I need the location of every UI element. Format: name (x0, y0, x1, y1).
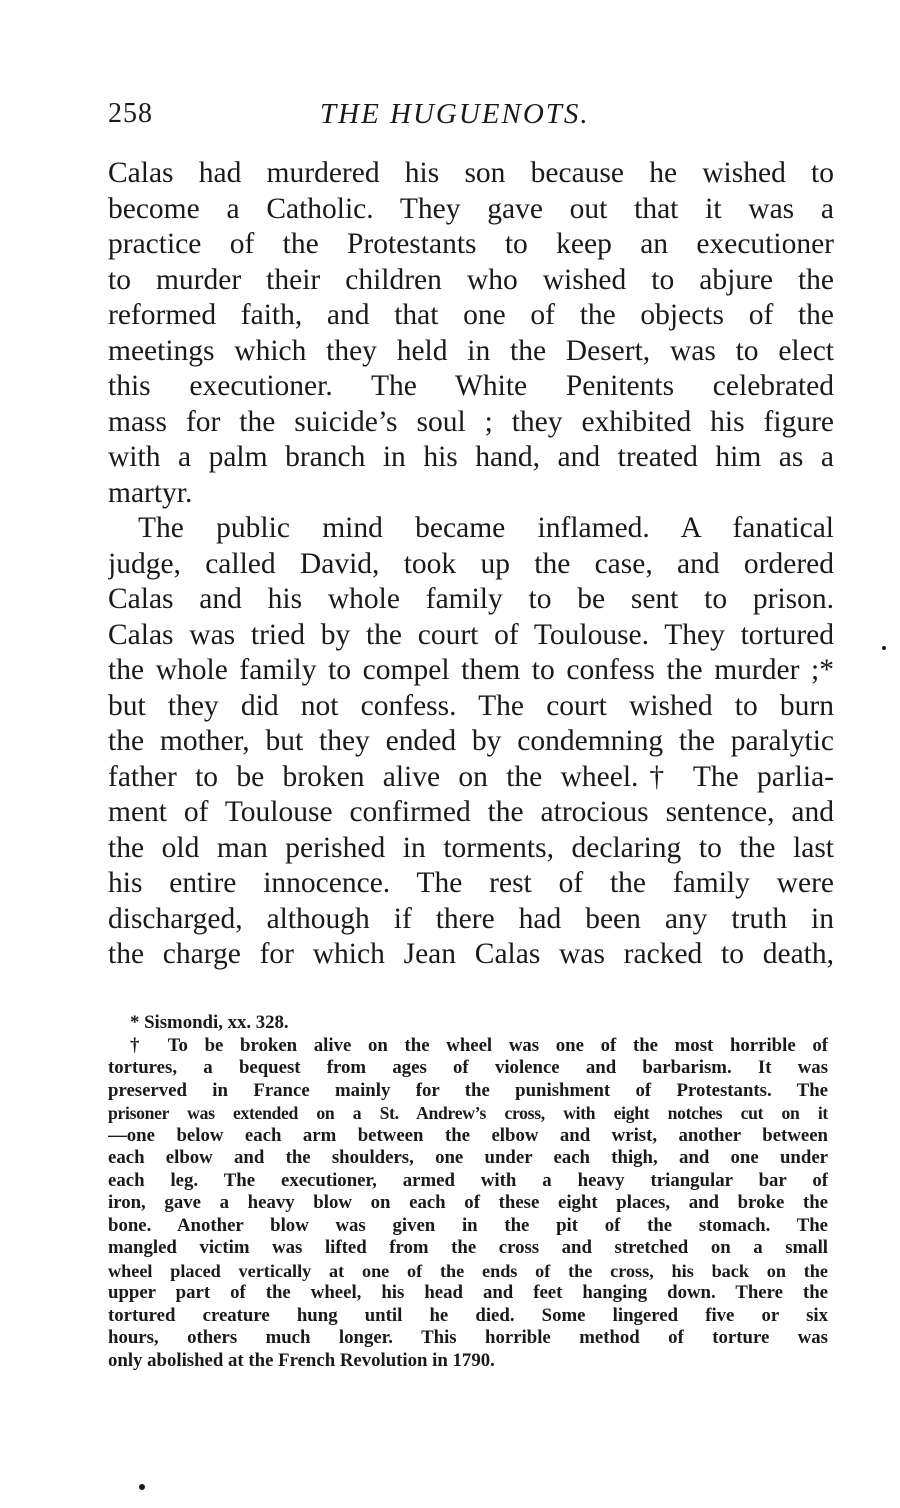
running-title: THE HUGUENOTS. (320, 98, 590, 130)
footnote-line: iron, gave a heavy blow on each of these eight places, and broke the (108, 1192, 828, 1213)
body-line: Calas and his whole family to be sent to prison. (108, 583, 834, 615)
body-line: the mother, but they ended by condemning the paralytic (108, 725, 834, 757)
footnote-line: hours, others much longer. This horrible method of torture was (108, 1327, 828, 1348)
footnote-line: wheel placed vertically at one of the ends of the cross, his back on the (108, 1260, 828, 1281)
footnote-line: prisoner was extended on a St. Andrew’s cross, with eight notches cut on it (108, 1103, 828, 1123)
body-line: the whole family to compel them to confess the murder ;* (108, 654, 834, 686)
footnote-line: tortured creature hung until he died. Some lingered five or six (108, 1304, 828, 1326)
footnote-line: bone. Another blow was given in the pit of the stomach. The (108, 1214, 828, 1236)
body-line: Calas was tried by the court of Toulouse. They tortured (108, 618, 834, 651)
footnote-line: tortures, a bequest from ages of violence and barbarism. It was (108, 1057, 828, 1078)
body-line: become a Catholic. They gave out that it was a (108, 192, 834, 225)
body-line: meetings which they held in the Desert, was to elect (108, 334, 834, 367)
body-line: the old man perished in torments, declaring to the last (108, 831, 834, 864)
body-line: the charge for which Jean Calas was racked to death, (108, 938, 834, 970)
footnote-line: upper part of the wheel, his head and feet hanging down. There the (108, 1282, 828, 1303)
body-line: reformed faith, and that one of the objects of the (108, 299, 834, 331)
body-line: ment of Toulouse confirmed the atrocious sentence, and (108, 796, 834, 828)
body-line: discharged, although if there had been any truth in (108, 902, 834, 935)
stray-mark-right (882, 646, 886, 650)
footnotes (108, 1012, 828, 1372)
body-line: mass for the suicide’s soul ; they exhibited his figure (108, 405, 834, 438)
footnote-line: only abolished at the French Revolution in 1790. (108, 1349, 495, 1371)
body-line: The public mind became inflamed. A fanatical (138, 512, 834, 544)
footnote-line: preserved in France mainly for the punishment of Protestants. The (108, 1079, 828, 1101)
footnote-sismondi: * Sismondi, xx. 328. (130, 1012, 289, 1033)
body-line: his entire innocence. The rest of the family were (108, 867, 834, 899)
body-line: this executioner. The White Penitents celebrated (108, 370, 834, 402)
body-line: martyr. (108, 476, 193, 509)
footnote-line: each leg. The executioner, armed with a heavy triangular bar of (108, 1169, 828, 1191)
page-number: 258 (108, 98, 153, 129)
footnote-line: each elbow and the shoulders, one under each thigh, and one under (108, 1147, 828, 1168)
body-line: to murder their children who wished to abjure the (108, 263, 834, 296)
body-line: judge, called David, took up the case, and ordered (108, 547, 834, 580)
stray-mark-bottom (139, 1484, 145, 1490)
footnote-line: —one below each arm between the elbow and wrist, another between (108, 1124, 828, 1146)
body-line: with a palm branch in his hand, and treated him as a (108, 441, 834, 473)
footnote-line: † To be broken alive on the wheel was one of the most horrible of (130, 1034, 828, 1056)
body-line: practice of the Protestants to keep an executioner (108, 228, 834, 260)
body-text (108, 156, 834, 973)
body-line: father to be broken alive on the wheel.† The parlia- (108, 760, 834, 793)
body-line: but they did not confess. The court wished to burn (108, 689, 834, 722)
body-line: Calas had murdered his son because he wished to (108, 157, 834, 189)
footnote-line: mangled victim was lifted from the cross and stretched on a small (108, 1237, 828, 1258)
